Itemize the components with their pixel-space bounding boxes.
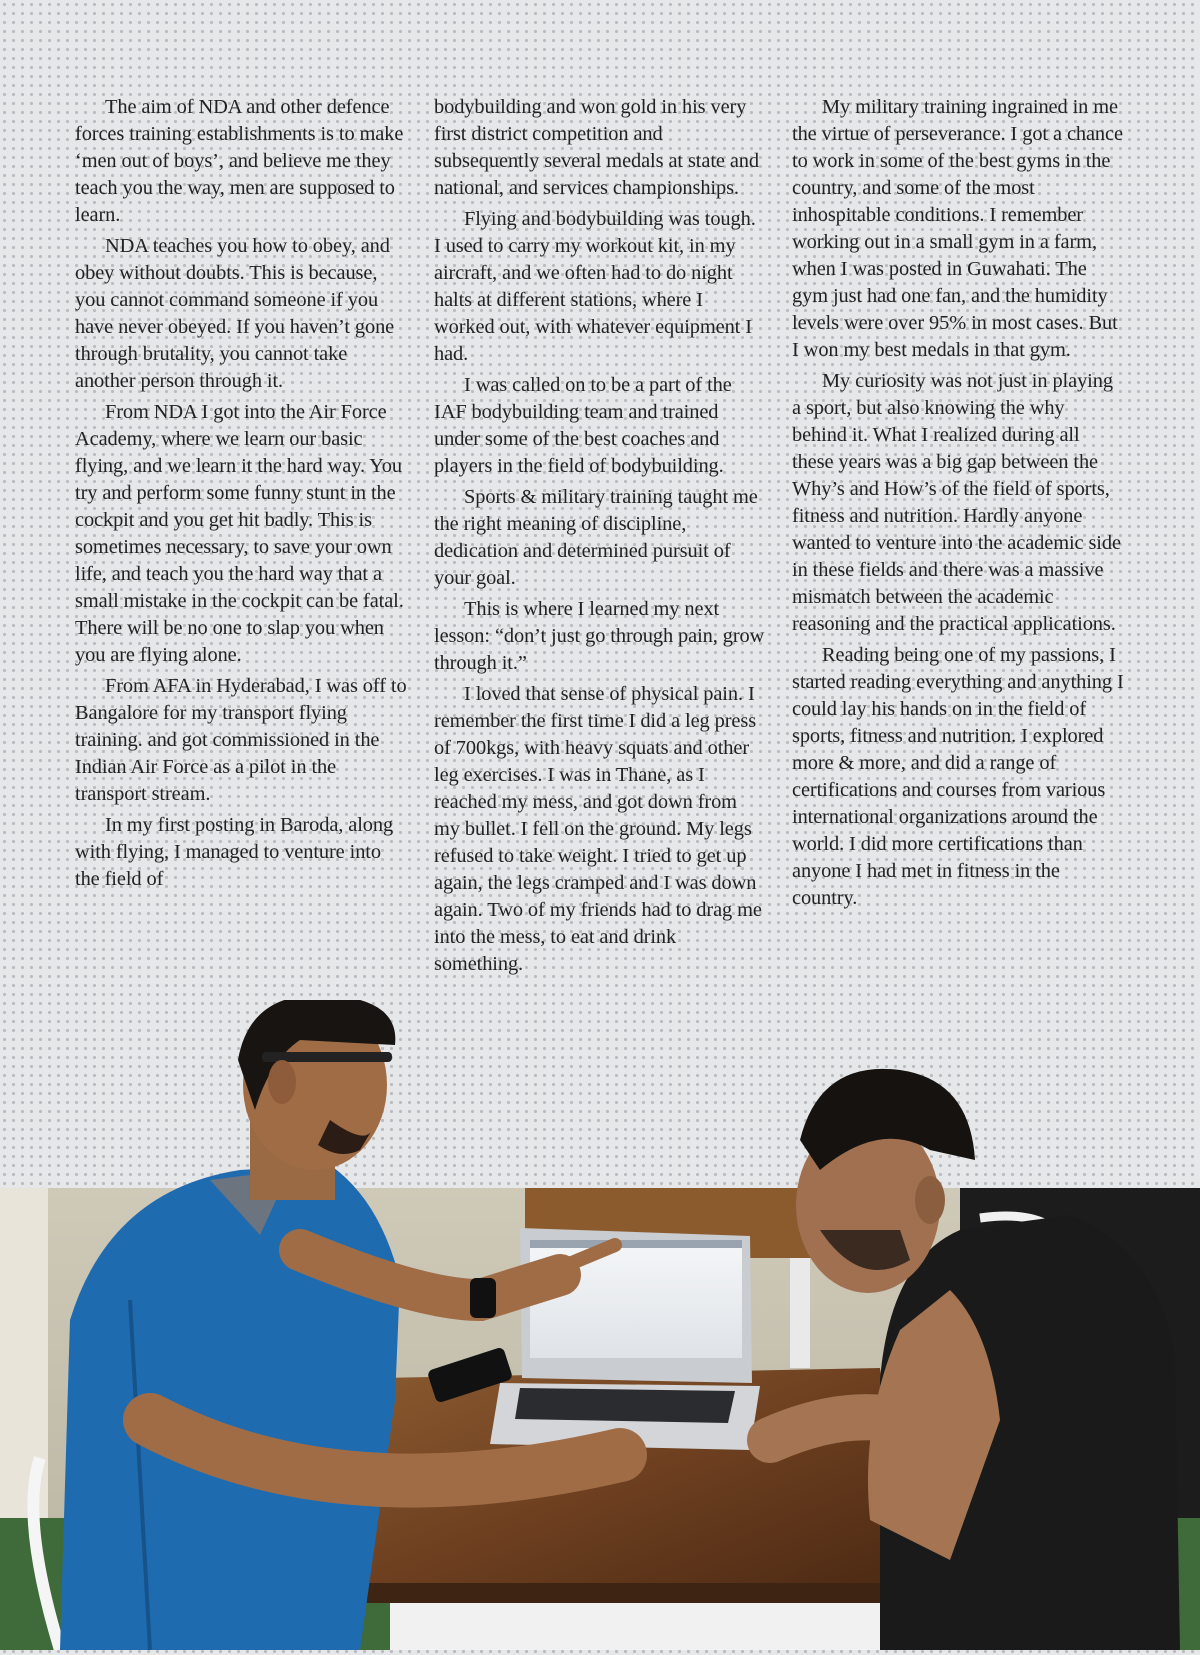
photo-laptop-toolbar <box>530 1240 742 1248</box>
paragraph: Flying and bodybuilding was tough. I used to carry my workout kit, in my aircraft, and we often had to do night halts at different stations, where I worked out, with whatever equipment I had. <box>434 208 756 365</box>
photo-table-edge <box>355 1583 900 1603</box>
paragraph: bodybuilding and won gold in his very first district competition and subsequently several medals at state and national, and services championships. <box>434 96 759 199</box>
column-3 <box>792 94 1124 916</box>
paragraph: I was called on to be a part of the IAF bodybuilding team and trained under some of the best coaches and players in the field of bodybuilding. <box>434 374 732 477</box>
paragraph: My military training ingrained in me the virtue of perseverance. I got a chance to work in some of the best gyms in the country, and some of the most inhospitable conditions. I remember working out in a small gym in a farm, when I was posted in Guwahati. The gym just had one fan, and the humidity levels were over 95% in most cases. But I won my best medals in that gym. <box>792 96 1123 361</box>
paragraph: Reading being one of my passions, I started reading everything and anything I could lay his hands on in the field of sports, fitness and nutrition. I explored more & more, and did a range of certifications and courses from various international organizations around the world. I did more certifications than anyone I had met in fitness in the country. <box>792 644 1124 909</box>
article-body <box>75 94 1125 1054</box>
paragraph: This is where I learned my next lesson: “don’t just go through pain, grow through it.” <box>434 598 765 674</box>
paragraph: From AFA in Hyderabad, I was off to Bangalore for my transport flying training. and got commissioned in the Indian Air Force as a pilot in the transport stream. <box>75 675 407 805</box>
photo-laptop-screen <box>530 1240 742 1358</box>
photo-table-base <box>390 1603 930 1650</box>
photo-scene <box>0 1188 1200 1650</box>
man2-hair <box>800 1069 975 1170</box>
man1-ear <box>268 1060 296 1104</box>
paragraph: Sports & military training taught me the right meaning of discipline, dedication and determined pursuit of your goal. <box>434 486 758 589</box>
paragraph: The aim of NDA and other defence forces training establishments is to make ‘men out of boys’, and believe me they teach you the way, men are supposed to learn. <box>75 96 404 226</box>
paragraph: NDA teaches you how to obey, and obey without doubts. This is because, you cannot command someone if you have never obeyed. If you haven’t gone through brutality, you cannot take another person through it. <box>75 235 395 392</box>
paragraph: In my first posting in Baroda, along with flying, I managed to venture into the field of <box>75 814 394 890</box>
paragraph: I loved that sense of physical pain. I remember the first time I did a leg press of 700kgs, with heavy squats and other leg exercises. I was in Thane, as I reached my mess, and got down from my bullet. I fell on the ground. My legs refused to take weight. I tried to get up again, the legs cramped and I was down again. Two of my friends had to drag me into the mess, to eat and drink something. <box>434 683 762 975</box>
photo-back-table-leg <box>790 1258 810 1368</box>
man1-beard <box>318 1120 372 1154</box>
article-photo <box>0 1188 1200 1650</box>
paragraph: My curiosity was not just in playing a sport, but also knowing the why behind it. What I realized during all these years was a big gap between the Why’s and How’s of the field of sports, fitness and nutrition. Hardly anyone wanted to venture into the academic side in these fields and there was a massive mismatch between the academic reasoning and the practical applications. <box>792 370 1121 635</box>
photo-laptop-keyboard <box>515 1388 735 1423</box>
paragraph: From NDA I got into the Air Force Academy, where we learn our basic flying, and we learn it the hard way. You try and perform some funny stunt in the cockpit and you get hit badly. This is sometimes necessary, to save your own life, and teach you the hard way that a small mistake in the cockpit can be fatal. There will be no one to slap you when you are flying alone. <box>75 401 404 666</box>
column-2 <box>434 94 766 982</box>
column-1 <box>75 94 407 897</box>
